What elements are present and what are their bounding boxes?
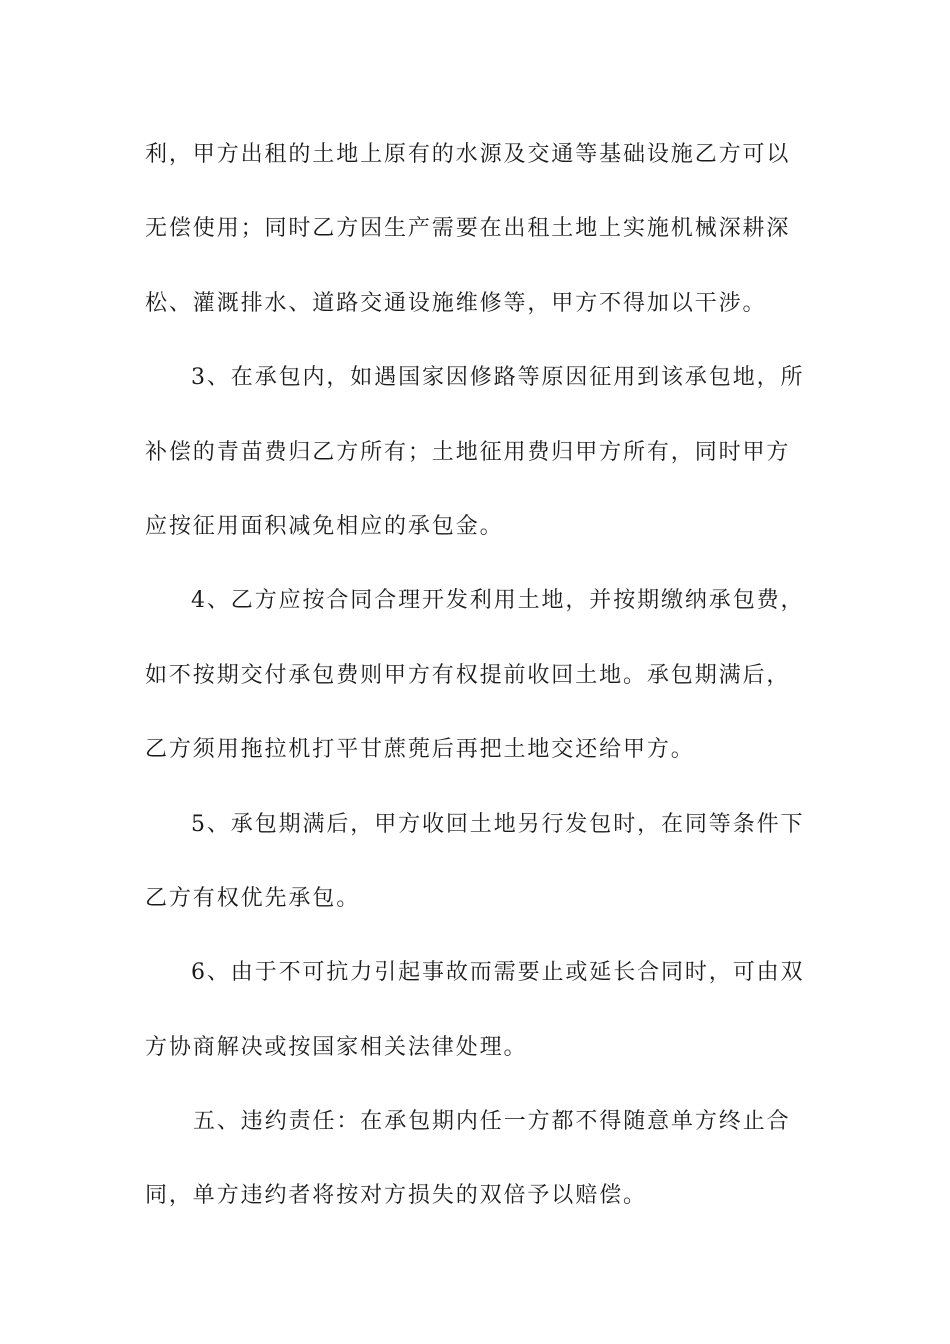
text-line: 同，单方违约者将按对方损失的双倍予以赔偿。 (145, 1183, 647, 1209)
clause-6-start: 6、由于不可抗力引起事故而需要止或延长合同时，可由双 (191, 960, 805, 986)
text-line: 补偿的青苗费归乙方所有；土地征用费归甲方所有，同时甲方 (145, 439, 791, 465)
text-line: 如不按期交付承包费则甲方有权提前收回土地。承包期满后， (145, 662, 791, 688)
section-5-start: 五、违约责任：在承包期内任一方都不得随意单方终止合 (193, 1109, 791, 1135)
document-body (145, 118, 807, 1234)
text-line: 乙方须用拖拉机打平甘蔗蔸后再把土地交还给甲方。 (145, 737, 695, 763)
clause-4-start: 4、乙方应按合同合理开发利用土地，并按期缴纳承包费， (191, 588, 805, 614)
text-line: 应按征用面积减免相应的承包金。 (145, 513, 504, 539)
text-line: 乙方有权优先承包。 (145, 885, 361, 911)
clause-5-start: 5、承包期满后，甲方收回土地另行发包时，在同等条件下 (191, 811, 805, 837)
clause-3-start: 3、在承包内，如遇国家因修路等原因征用到该承包地，所 (191, 365, 805, 391)
text-line: 松、灌溉排水、道路交通设施维修等，甲方不得加以干涉。 (145, 290, 767, 316)
text-line: 无偿使用；同时乙方因生产需要在出租土地上实施机械深耕深 (145, 216, 791, 242)
text-line: 利，甲方出租的土地上原有的水源及交通等基础设施乙方可以 (145, 142, 791, 167)
text-line: 方协商解决或按国家相关法律处理。 (145, 1034, 528, 1060)
